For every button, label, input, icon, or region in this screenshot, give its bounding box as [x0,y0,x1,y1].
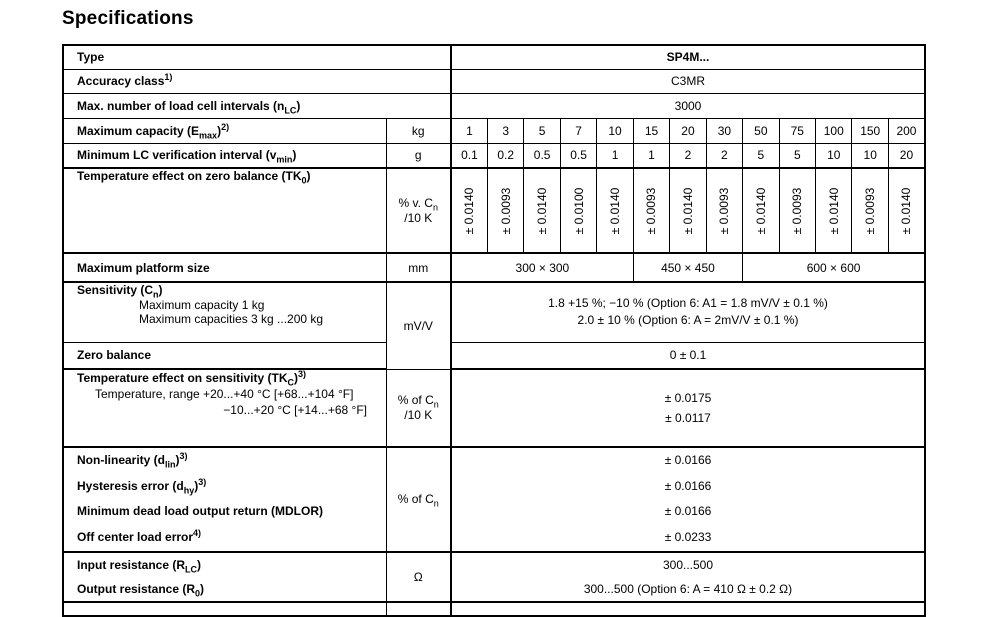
platform-size-300: 300 × 300 [451,253,633,282]
tk0-value-cell [451,168,487,253]
row-sensitivity [63,282,925,342]
platform-size-label: Maximum platform size [63,253,386,282]
tk0-value-cell [670,168,706,253]
accuracy-class-label: Accuracy class$^{1)}$ [63,69,451,93]
tk0-value-cell [597,168,633,253]
tk0-value-cell-text: ± 0.0140 [753,187,768,234]
tk0-value-cell [487,168,523,253]
off-center-load-value: ± 0.0233 [664,530,712,545]
temp-range-line2: −10...+20 °C [+14...+68 °F] [223,403,367,417]
type-label: Type [63,45,451,69]
row-zero-balance [63,342,925,369]
vmin-value-cell: 20 [888,143,925,168]
temp-effect-sensitivity-unit: % of $C_n$ /10 K [386,369,451,447]
tk0-value-cell-text: ± 0.0100 [571,187,586,234]
row-temp-effect-sensitivity [63,369,925,447]
vmin-value-cell: 2 [706,143,742,168]
temp-effect-zero-unit: % v. $C_n$ /10 K [386,168,451,253]
capacity-value-cell: 5 [524,118,560,143]
zero-balance-label: Zero balance [63,342,386,369]
tk0-value-cell-text: ± 0.0140 [899,187,914,234]
platform-size-unit: mm [386,253,451,282]
capacity-value-cell: 20 [670,118,706,143]
error-group-unit: % of $C_n$ [386,447,451,552]
verification-interval-unit: g [386,143,451,168]
platform-size-600: 600 × 600 [743,253,925,282]
error-group-label [63,447,386,552]
capacity-value-cell: 75 [779,118,815,143]
input-resistance-value: 300...500 [662,557,714,572]
temp-effect-sensitivity-value [451,369,925,447]
row-error-group [63,447,925,552]
output-resistance-value: 300...500 (Option 6: A = 410 Ω ± 0.2 Ω) [583,581,793,596]
row-verification-interval [63,143,925,168]
output-resistance-label: Output resistance $(R_0)$ [77,581,205,599]
row-platform-size [63,253,925,282]
resistance-label [63,552,386,602]
vmin-value-cell: 2 [670,143,706,168]
capacity-value-cell: 7 [560,118,596,143]
row-load-cell-intervals [63,93,925,118]
tk0-value-cell [888,168,925,253]
load-cell-intervals-value: 3000 [451,93,925,118]
tk0-value-cell-text: ± 0.0093 [498,187,513,234]
non-linearity-value: ± 0.0166 [664,453,712,467]
temp-effect-sensitivity-title: Temperature effect on sensitivity $(TK_C)^{3)}$ [77,369,307,388]
tk0-value-cell [852,168,888,253]
sensitivity-label [63,282,386,342]
zero-balance-value: 0 ± 0.1 [451,342,925,369]
tkc-value-line2: ± 0.0117 [665,411,711,425]
vmin-value-cell: 5 [779,143,815,168]
sensitivity-label-line2: Maximum capacity 1 kg [139,298,265,312]
temp-effect-sensitivity-label [63,369,386,447]
capacity-value-cell: 15 [633,118,669,143]
non-linearity-label: Non-linearity $(d_{lin})^{3)}$ [77,451,188,470]
sensitivity-value [451,282,925,342]
tk0-value-cell-text: ± 0.0140 [680,187,695,234]
temp-effect-zero-label: Temperature effect on zero balance $(TK_0)$ [63,168,386,253]
capacity-value-cell: 150 [852,118,888,143]
vmin-value-cell: 1 [633,143,669,168]
sensitivity-label-title: Sensitivity $(C_n)$ [77,283,163,300]
capacity-value-cell: 50 [743,118,779,143]
capacity-value-cell: 3 [487,118,523,143]
tk0-value-cell [743,168,779,253]
tk0-value-cell-text: ± 0.0093 [790,187,805,234]
tk0-value-cell-text: ± 0.0093 [717,187,732,234]
row-maximum-capacity [63,118,925,143]
capacity-value-cell: 10 [597,118,633,143]
mdlor-value: ± 0.0166 [664,504,712,519]
sensitivity-unit: mV/V [386,282,451,369]
vmin-value-cell: 0.2 [487,143,523,168]
row-accuracy-class [63,69,925,93]
resistance-value [451,552,925,602]
tk0-value-cell-text: ± 0.0140 [462,187,477,234]
sensitivity-value-line2: 2.0 ± 10 % (Option 6: A = 2mV/V ± 0.1 %) [577,313,799,328]
tk0-value-cell-text: ± 0.0093 [644,187,659,234]
capacity-value-cell: 1 [451,118,487,143]
sensitivity-label-line3: Maximum capacities 3 kg ...200 kg [139,312,324,326]
hysteresis-label: Hysteresis error $(d_{hy})^{3)}$ [77,476,207,496]
vmin-value-cell: 0.5 [560,143,596,168]
tk0-value-cell-text: ± 0.0093 [863,187,878,234]
capacity-value-cell: 100 [816,118,852,143]
tk0-value-cell [706,168,742,253]
vmin-value-cell: 1 [597,143,633,168]
tk0-value-cell-text: ± 0.0140 [608,187,623,234]
vmin-value-cell: 10 [816,143,852,168]
error-group-value [451,447,925,552]
accuracy-class-value: C3MR [451,69,925,93]
verification-interval-label: Minimum LC verification interval $(v_{min})$ [63,143,386,168]
maximum-capacity-unit: kg [386,118,451,143]
capacity-value-cell: 30 [706,118,742,143]
row-resistance [63,552,925,602]
vmin-value-cell: 10 [852,143,888,168]
tk0-value-cell [633,168,669,253]
maximum-capacity-label: Maximum capacity $(E_{max})^{2)}$ [63,118,386,143]
off-center-load-label: Off center load error$^{4)}$ [77,528,202,545]
tk0-value-cell [560,168,596,253]
platform-size-450: 450 × 450 [633,253,742,282]
type-value: SP4M... [451,45,925,69]
tk0-value-cell [524,168,560,253]
temp-range-line1: Temperature, range +20...+40 °C [+68...+104 °F] [95,387,354,401]
sensitivity-value-line1: 1.8 +15 %; −10 % (Option 6: A1 = 1.8 mV/V ± 0.1 %) [548,296,828,311]
vmin-value-cell: 0.1 [451,143,487,168]
mdlor-label: Minimum dead load output return (MDLOR) [77,504,323,519]
input-resistance-label: Input resistance $(R_{LC})$ [77,557,202,575]
load-cell-intervals-label: Max. number of load cell intervals $(n_{LC})$ [63,93,451,118]
tkc-value-line1: ± 0.0175 [664,391,712,405]
page-title: Specifications [62,8,194,29]
tk0-value-cell [779,168,815,253]
tk0-value-cell-text: ± 0.0140 [826,187,841,234]
vmin-value-cell: 5 [743,143,779,168]
capacity-value-cell: 200 [888,118,925,143]
resistance-unit: Ω [386,552,451,602]
row-type [63,45,925,69]
hysteresis-value: ± 0.0166 [664,478,712,493]
tk0-value-cell-text: ± 0.0140 [535,187,550,234]
row-temp-effect-zero [63,168,925,253]
vmin-value-cell: 0.5 [524,143,560,168]
specifications-table [62,44,926,617]
tk0-value-cell [816,168,852,253]
